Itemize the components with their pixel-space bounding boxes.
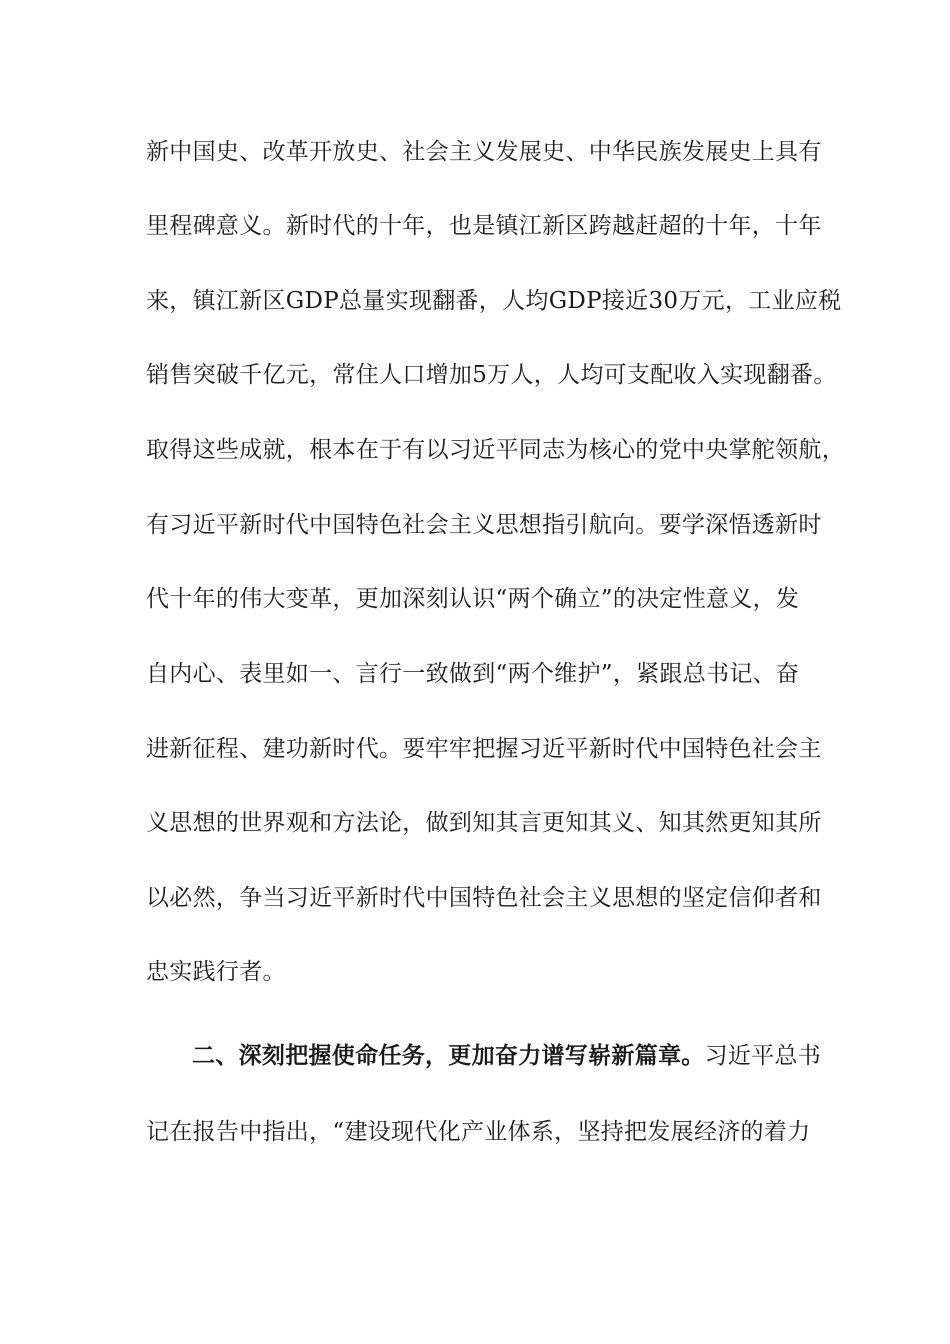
paragraph-line: 进新征程、建功新时代。要牢牢把握习近平新时代中国特色社会主	[146, 736, 822, 762]
paragraph-line: 代十年的伟大变革，更加深刻认识“两个确立”的决定性意义，发	[146, 586, 800, 612]
paragraph-line: 义思想的世界观和方法论，做到知其言更知其义、知其然更知其所	[146, 810, 822, 836]
paragraph-line: 以必然，争当习近平新时代中国特色社会主义思想的坚定信仰者和	[146, 885, 822, 911]
section-heading-line	[192, 1041, 821, 1071]
paragraph-line: 销售突破千亿元，常住人口增加5万人，人均可支配收入实现翻番。	[146, 362, 837, 388]
section-text: 习近平总书	[704, 1043, 822, 1069]
section-heading: 二、深刻把握使命任务，更加奋力谱写崭新篇章。	[192, 1043, 705, 1069]
paragraph-line: 取得这些成就，根本在于有以习近平同志为核心的党中央掌舵领航，	[146, 437, 845, 463]
paragraph-line: 记在报告中指出，“建设现代化产业体系，坚持把发展经济的着力	[146, 1119, 811, 1145]
paragraph-line: 自内心、表里如一、言行一致做到“两个维护”，紧跟总书记、奋	[146, 661, 800, 687]
paragraph-line: 忠实践行者。	[146, 959, 286, 985]
paragraph-line: 有习近平新时代中国特色社会主义思想指引航向。要学深悟透新时	[146, 512, 822, 538]
paragraph-line: 新中国史、改革开放史、社会主义发展史、中华民族发展史上具有	[146, 139, 822, 165]
paragraph-line: 里程碑意义。新时代的十年，也是镇江新区跨越赶超的十年，十年	[146, 213, 822, 239]
paragraph-line: 来，镇江新区GDP总量实现翻番，人均GDP接近30万元，工业应税	[146, 288, 842, 314]
